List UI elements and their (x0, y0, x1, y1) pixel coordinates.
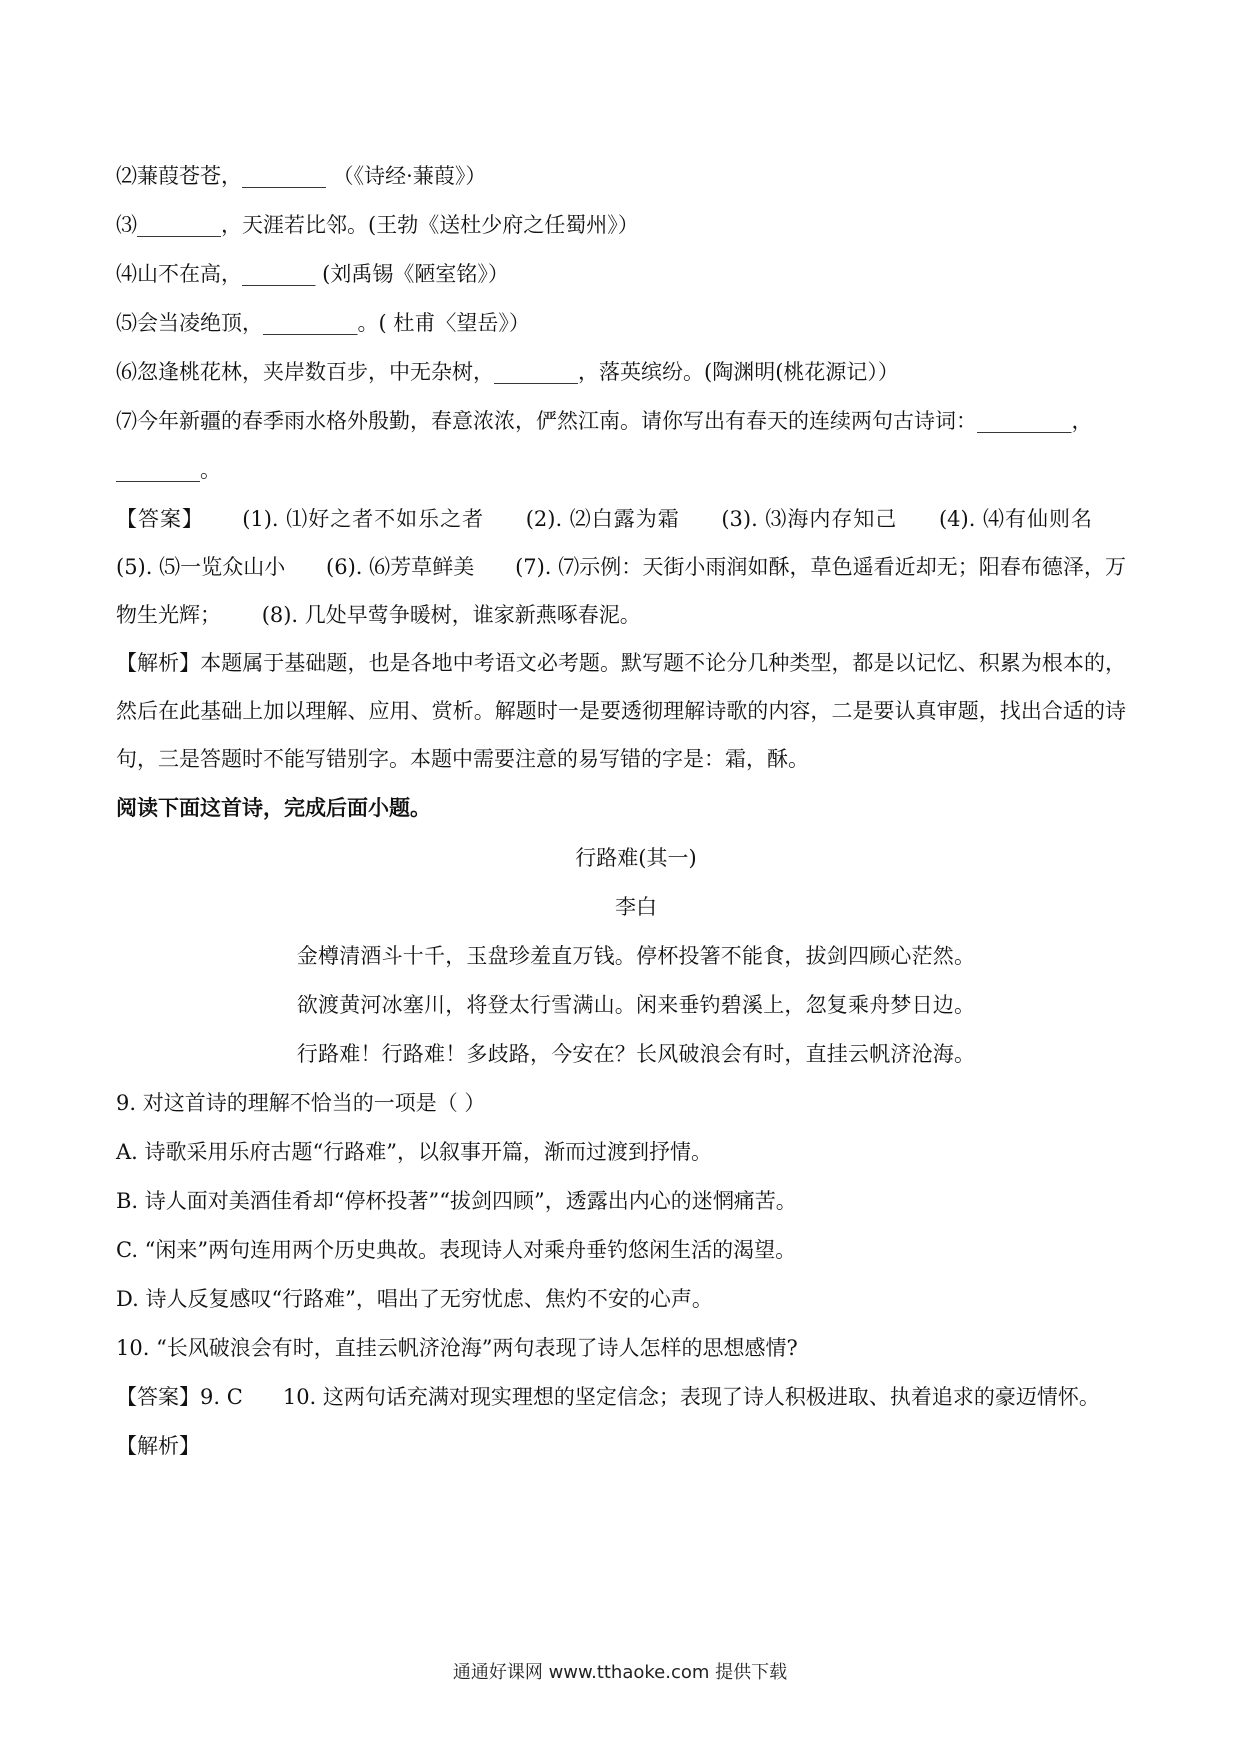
document-body (116, 152, 1126, 1471)
question-9-option-c: C. “闲来”两句连用两个历史典故。表现诗人对乘舟垂钓悠闲生活的渴望。 (116, 1238, 797, 1262)
poem-line: 金樽清酒斗十千，玉盘珍羞直万钱。停杯投箸不能食，拔剑四顾心茫然。 (296, 944, 976, 968)
fill-in-item: ________。 (116, 458, 221, 482)
question-9-option-d: D. 诗人反复感叹“行路难”，唱出了无穷忧虑、焦灼不安的心声。 (116, 1287, 713, 1311)
poem-title: 行路难(其一) (575, 846, 697, 870)
answer-block-1 (116, 495, 1126, 639)
answer-item: (2). ⑵白露为霜 (525, 507, 680, 531)
answer-item: (5). ⑸一览众山小 (116, 555, 286, 579)
fill-in-item: ⑺今年新疆的春季雨水格外殷勤，春意浓浓，俨然江南。请你写出有春天的连续两句古诗词：_________， (116, 409, 1093, 433)
analysis-label-2: 【解析】 (116, 1434, 200, 1458)
page-footer: 通通好课网 www.tthaoke.com 提供下载 (452, 1662, 788, 1683)
question-9-option-b: B. 诗人面对美酒佳肴却“停杯投著”“拔剑四顾”，透露出内心的迷惘痛苦。 (116, 1189, 797, 1213)
poem-line: 行路难！行路难！多歧路，今安在？长风破浪会有时，直挂云帆济沧海。 (296, 1042, 976, 1066)
answer-item: (3). ⑶海内存知己 (721, 507, 898, 531)
answer-item: (4). ⑷有仙则名 (938, 507, 1092, 531)
analysis-label: 【解析】 (116, 651, 201, 675)
answer-text: 9. C 10. 这两句话充满对现实理想的坚定信念；表现了诗人积极进取、执着追求的豪迈情怀。 (200, 1385, 1100, 1409)
answer-item: (8). 几处早莺争暖树，谁家新燕啄春泥。 (261, 603, 641, 627)
analysis-block-1 (116, 639, 1126, 783)
fill-in-item: ⑵蒹葭苍苍，________ （《诗经·蒹葭》） (116, 164, 487, 188)
analysis-text: 本题属于基础题，也是各地中考语文必考题。默写题不论分几种类型，都是以记忆、积累为根本的，然后在此基础上加以理解、应用、赏析。解题时一是要透彻理解诗歌的内容，二是要认真审题，找出合适的诗句，三是答题时不能写错别字。本题中需要注意的易写错的字是：霜，酥。 (116, 651, 1126, 771)
answer-item: (7). ⑺示例：天街小雨润如酥，草色遥看近却无；阳春布德泽，万物生光辉； (116, 555, 1126, 627)
fill-in-item: ⑸会当凌绝顶，_________。( 杜甫〈望岳》） (116, 311, 530, 335)
fill-in-item: ⑶________，天涯若比邻。(王勃《送杜少府之任蜀州》） (116, 213, 639, 237)
fill-in-item: ⑹忽逢桃花林，夹岸数百步，中无杂树，________，落英缤纷。(陶渊明(桃花源记）） (116, 360, 899, 384)
poem-author: 李白 (615, 895, 657, 919)
reading-instruction: 阅读下面这首诗，完成后面小题。 (116, 795, 431, 820)
poem-line: 欲渡黄河冰塞川，将登太行雪满山。闲来垂钓碧溪上，忽复乘舟梦日边。 (296, 993, 976, 1017)
answer-label: 【答案】 (116, 1385, 200, 1409)
answer-item: (1). ⑴好之者不如乐之者 (242, 507, 485, 531)
answer-label: 【答案】 (116, 507, 204, 531)
question-10: 10. “长风破浪会有时，直挂云帆济沧海”两句表现了诗人怎样的思想感情? (116, 1336, 798, 1360)
fill-in-item: ⑷山不在高，_______ (刘禹锡《陋室铭》） (116, 262, 509, 286)
answer-item: (6). ⑹芳草鲜美 (326, 555, 475, 579)
question-9-option-a: A. 诗歌采用乐府古题“行路难”，以叙事开篇，渐而过渡到抒情。 (116, 1140, 712, 1164)
answer-block-2 (116, 1373, 1126, 1422)
question-9-stem: 9. 对这首诗的理解不恰当的一项是（ ） (116, 1091, 486, 1115)
